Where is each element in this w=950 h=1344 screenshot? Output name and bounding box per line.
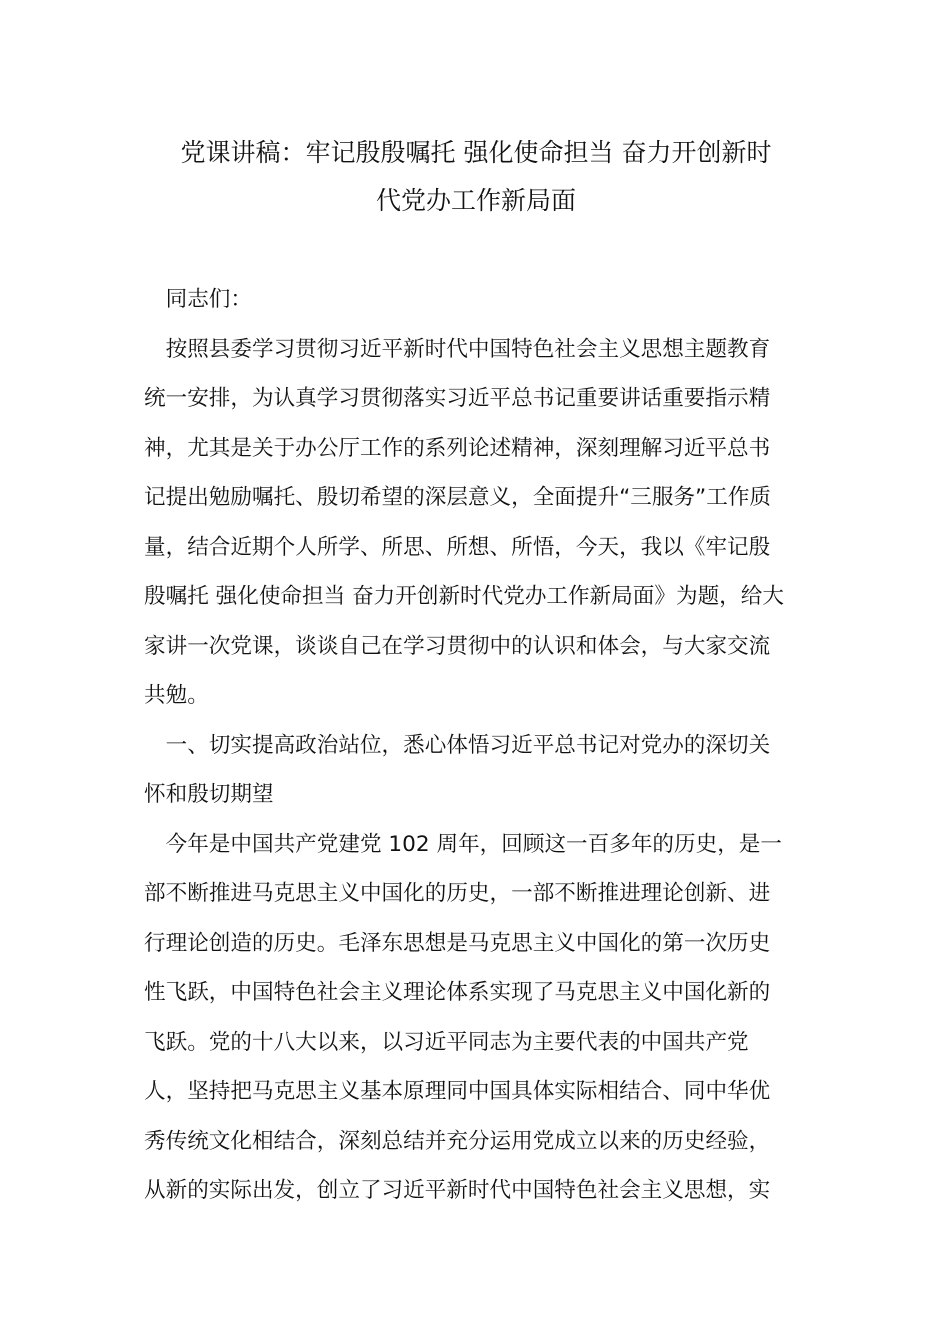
paragraph-line: 神，尤其是关于办公厅工作的系列论述精神，深刻理解习近平总书 [144, 436, 771, 461]
paragraph-line: 从新的实际出发，创立了习近平新时代中国特色社会主义思想，实 [144, 1178, 771, 1203]
paragraph-line: 飞跃。党的十八大以来，以习近平同志为主要代表的中国共产党 [144, 1030, 749, 1055]
paragraph-line: 秀传统文化相结合，深刻总结并充分运用党成立以来的历史经验， [144, 1129, 771, 1154]
paragraph-line: 今年是中国共产党建党 102 周年，回顾这一百多年的历史，是一 [144, 832, 782, 857]
paragraph-line: 记提出勉励嘱托、殷切希望的深层意义，全面提升“三服务”工作质 [144, 485, 772, 510]
paragraph-line: 统一安排，为认真学习贯彻落实习近平总书记重要讲话重要指示精 [144, 386, 771, 411]
section-heading-line: 一、切实提高政治站位，悉心体悟习近平总书记对党办的深切关 [144, 733, 771, 758]
salutation: 同志们： [144, 287, 252, 312]
paragraph-line: 性飞跃，中国特色社会主义理论体系实现了马克思主义中国化新的 [144, 980, 771, 1005]
document-title-line-1: 党课讲稿：牢记殷殷嘱托 强化使命担当 奋力开创新时 [180, 138, 772, 167]
paragraph-line: 共勉。 [144, 683, 209, 708]
paragraph-line: 按照县委学习贯彻习近平新时代中国特色社会主义思想主题教育 [144, 337, 771, 362]
section-heading-line: 怀和殷切期望 [144, 782, 274, 807]
paragraph-line: 行理论创造的历史。毛泽东思想是马克思主义中国化的第一次历史 [144, 931, 771, 956]
paragraph-line: 家讲一次党课，谈谈自己在学习贯彻中的认识和体会，与大家交流 [144, 634, 771, 659]
paragraph-line: 殷嘱托 强化使命担当 奋力开创新时代党办工作新局面》为题，给大 [144, 584, 784, 609]
paragraph-line: 人，坚持把马克思主义基本原理同中国具体实际相结合、同中华优 [144, 1079, 771, 1104]
paragraph-line: 量，结合近期个人所学、所思、所想、所悟，今天，我以《牢记殷 [144, 535, 771, 560]
document-title-line-2: 代党办工作新局面 [375, 186, 576, 215]
paragraph-line: 部不断推进马克思主义中国化的历史，一部不断推进理论创新、进 [144, 881, 771, 906]
